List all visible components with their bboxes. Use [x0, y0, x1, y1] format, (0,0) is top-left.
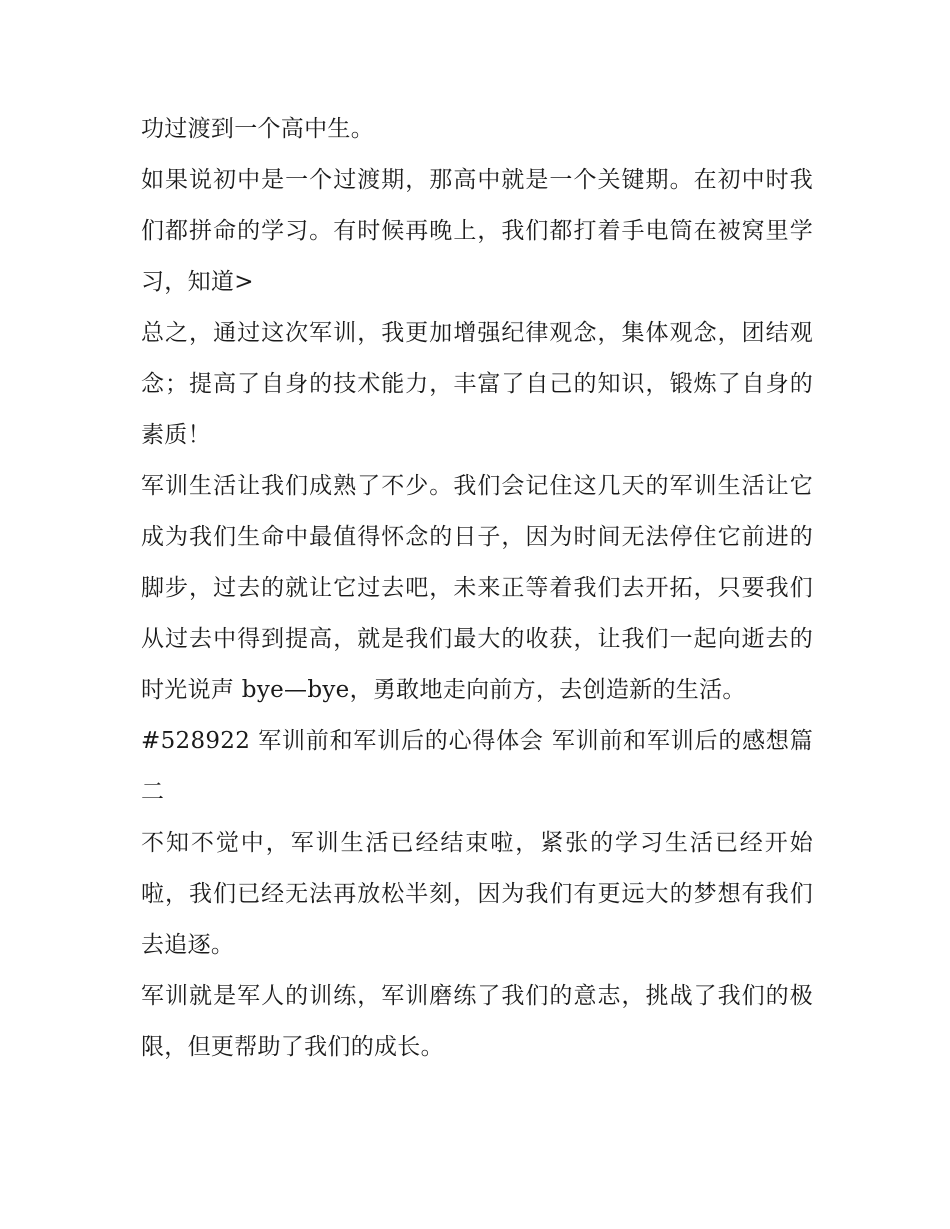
document-body — [141, 104, 813, 1073]
paragraph-4: 军训生活让我们成熟了不少。我们会记住这几天的军训生活让它成为我们生命中最值得怀念的日子，因为时间无法停住它前进的脚步，过去的就让它过去吧，未来正等着我们去开拓，只要我们从过去中得到提高，就是我们最大的收获，让我们一起向逝去的时光说声 bye—bye，勇敢地走向前方，去创造新的生活。 — [141, 473, 813, 703]
section-heading: #528922 军训前和军训后的心得体会 军训前和军训后的感想篇二 — [141, 728, 813, 805]
paragraph-2: 如果说初中是一个过渡期，那高中就是一个关键期。在初中时我们都拼命的学习。有时候再晚上，我们都打着手电筒在被窝里学习，知道> — [141, 167, 813, 295]
paragraph-3: 总之，通过这次军训，我更加增强纪律观念，集体观念，团结观念；提高了自身的技术能力，丰富了自己的知识，锻炼了自身的素质！ — [141, 320, 813, 448]
paragraph-1: 功过渡到一个高中生。 — [141, 116, 374, 142]
paragraph-6: 军训就是军人的训练，军训磨练了我们的意志，挑战了我们的极限，但更帮助了我们的成长。 — [141, 983, 813, 1060]
paragraph-5: 不知不觉中，军训生活已经结束啦，紧张的学习生活已经开始啦，我们已经无法再放松半刻，因为我们有更远大的梦想有我们去追逐。 — [141, 830, 813, 958]
